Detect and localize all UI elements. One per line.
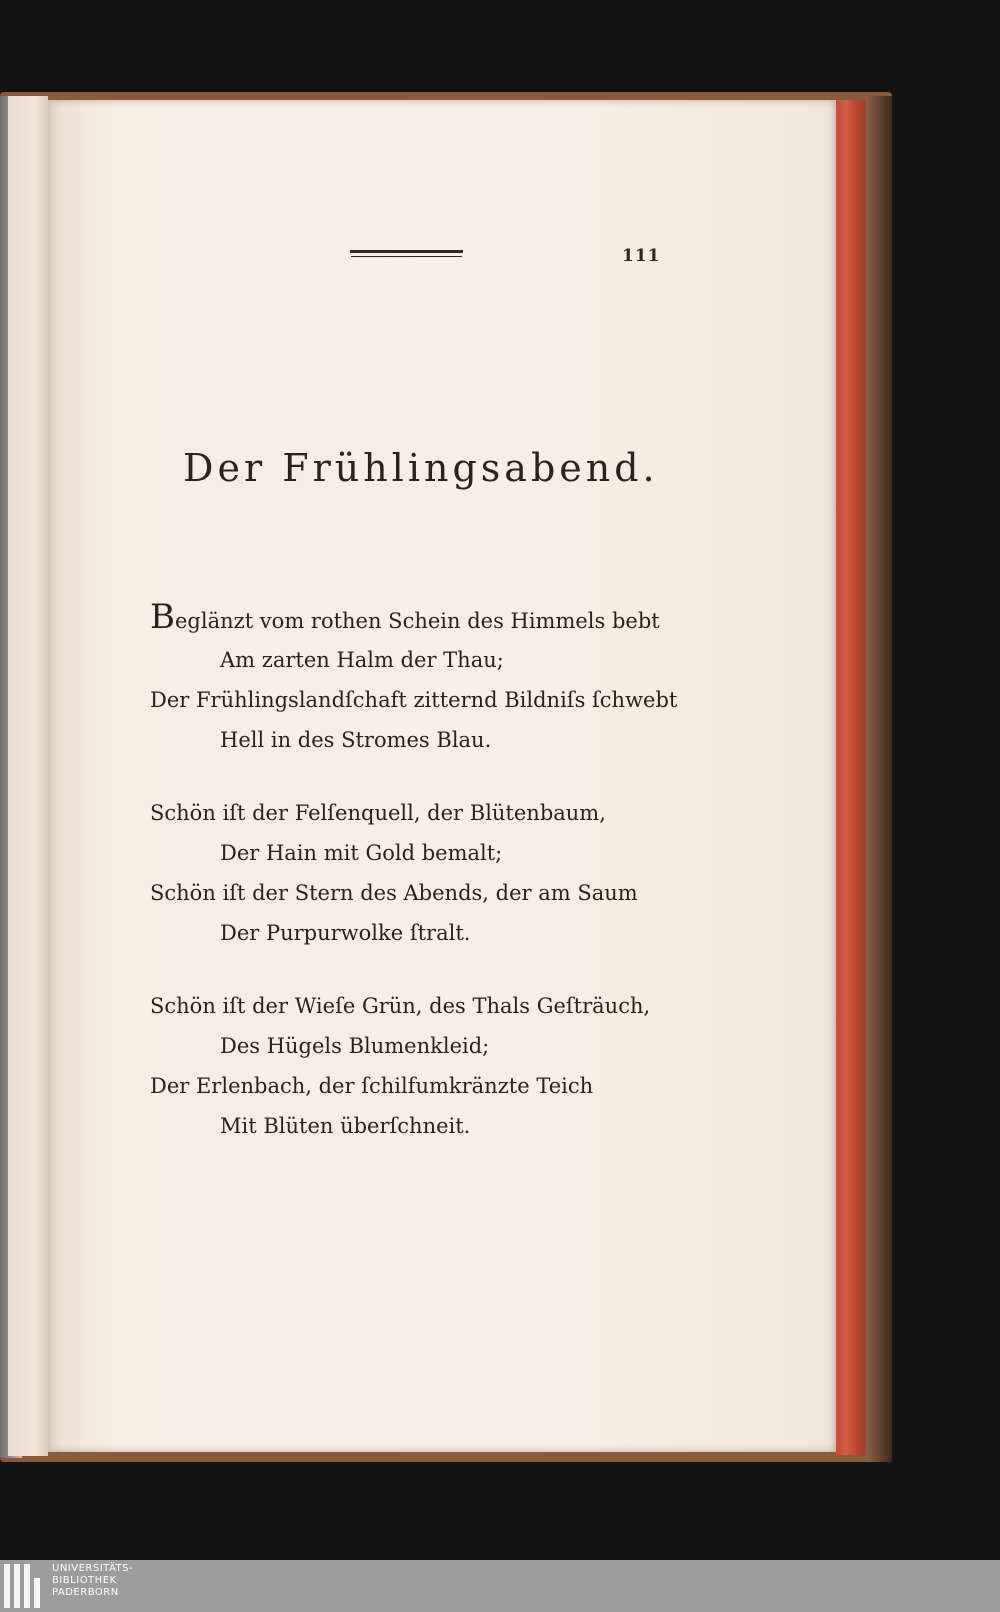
poem-title: Der Frühlingsabend. (183, 446, 659, 490)
footer-bar (0, 1560, 1000, 1612)
stanza-1 (150, 597, 678, 760)
poem-line: Schön iſt der Stern des Abends, der am Saum (150, 881, 638, 905)
poem-line: Mit Blüten überſchneit. (220, 1114, 471, 1138)
poem-line: Der Hain mit Gold bemalt; (220, 841, 503, 865)
poem-line: Der Frühlingslandſchaft zitternd Bildniſs ſchwebt (150, 688, 678, 712)
poem-line: Am zarten Halm der Thau; (220, 648, 504, 672)
library-logo-icon (4, 1564, 48, 1608)
poem-line: Der Purpurwolke ſtralt. (220, 921, 471, 945)
poem-line: Der Erlenbach, der ſchilfumkränzte Teich (150, 1074, 594, 1098)
poem-body (150, 597, 678, 1179)
page-number: 111 (622, 246, 661, 266)
library-logo-text (52, 1563, 133, 1599)
poem-line: Hell in des Stromes Blau. (220, 728, 492, 752)
logo-line: UNIVERSITÄTS- (52, 1563, 134, 1574)
poem-line: Schön iſt der Wieſe Grün, des Thals Geſträuch, (150, 994, 651, 1018)
stanza-2 (150, 793, 670, 953)
logo-line: PADERBORN (52, 1587, 119, 1598)
header-rule (350, 250, 463, 253)
cover-edge (866, 96, 892, 1462)
left-page-edge (8, 96, 48, 1456)
poem-line: Schön iſt der Felſenquell, der Blütenbaum, (150, 801, 606, 825)
poem-line: Des Hügels Blumenkleid; (220, 1034, 490, 1058)
stanza-3 (150, 986, 670, 1146)
logo-line: BIBLIOTHEK (52, 1575, 117, 1586)
drop-cap: B (150, 597, 175, 637)
poem-line-text: eglänzt vom rothen Schein des Himmels bebt (175, 609, 660, 633)
poem-line (150, 597, 670, 640)
